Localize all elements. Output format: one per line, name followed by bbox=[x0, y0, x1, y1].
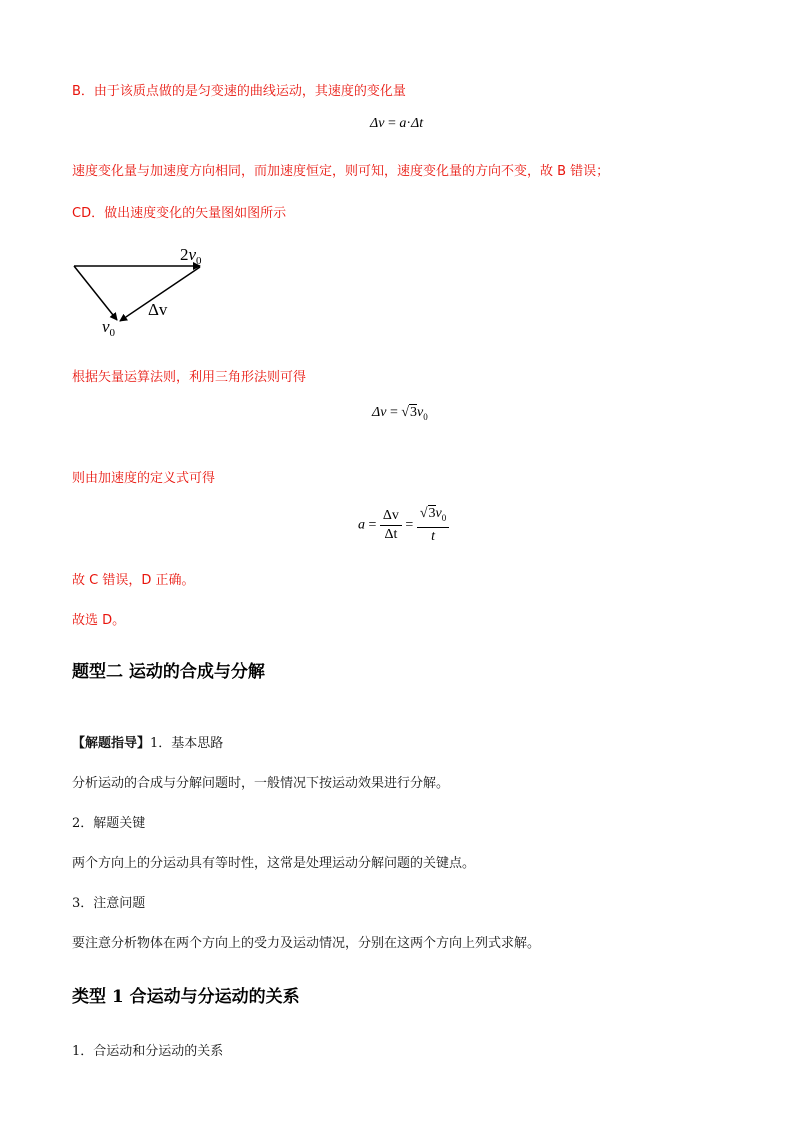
eq3-num1: Δv bbox=[380, 508, 402, 526]
guide-text1: 分析运动的合成与分解问题时，一般情况下按运动效果进行分解。 bbox=[72, 776, 450, 791]
eq3-num2: $√3v_0$ bbox=[417, 506, 449, 528]
section-heading-type1: 类型 1 合运动与分运动的关系 bbox=[72, 987, 300, 1007]
guide-label: 【解题指导】 bbox=[72, 736, 151, 751]
section-heading-type2: 题型二 运动的合成与分解 bbox=[72, 662, 265, 682]
accel-definition-line: 则由加速度的定义式可得 bbox=[72, 471, 216, 486]
guide-item1: 1．基本思路 bbox=[150, 736, 224, 751]
label-delta-v: Δv bbox=[148, 300, 168, 319]
velocity-change-vector-diagram bbox=[60, 240, 220, 340]
eq3-equals-1: = bbox=[368, 517, 377, 533]
option-b-statement: B．由于该质点做的是匀变速的曲线运动，其速度的变化量 bbox=[72, 84, 406, 99]
eq3-a: a bbox=[358, 517, 365, 533]
fraction-delta-v-over-delta-t bbox=[380, 508, 402, 543]
eq2-v: v bbox=[417, 405, 424, 420]
label-2v0: $2v_0$ bbox=[180, 245, 202, 267]
eq1-dt: Δt bbox=[411, 116, 424, 131]
label-v0: $v_0$ bbox=[102, 317, 116, 339]
eq1-dot: · bbox=[406, 116, 412, 131]
eq2-sub: 0 bbox=[423, 411, 428, 422]
eq3-den2: t bbox=[431, 528, 435, 544]
eq2-equals: = bbox=[389, 405, 398, 420]
answer-choice-line: 故选 D。 bbox=[72, 613, 126, 628]
equation-delta-v-sqrt3-v0: $\Delta v = √3v_0$ bbox=[372, 405, 428, 422]
eq3-den1: Δt bbox=[384, 526, 398, 542]
guide-item1-line bbox=[72, 732, 223, 751]
equation-delta-v-a-delta-t bbox=[370, 116, 423, 132]
vector-v0-arrow bbox=[74, 266, 117, 320]
vector-rule-line: 根据矢量运算法则，利用三角形法则可得 bbox=[72, 370, 307, 385]
guide-text3: 要注意分析物体在两个方向上的受力及运动情况，分别在这两个方向上列式求解。 bbox=[72, 936, 541, 951]
eq1-equals: = bbox=[387, 116, 396, 131]
guide-text2: 两个方向上的分运动具有等时性，这常是处理运动分解问题的关键点。 bbox=[72, 856, 476, 871]
eq1-a: a bbox=[399, 116, 407, 131]
option-b-conclusion: 速度变化量与加速度方向相同，而加速度恒定，则可知，速度变化量的方向不变，故 B 错误； bbox=[72, 164, 610, 179]
equation-acceleration bbox=[358, 506, 449, 545]
guide-item2: 2．解题关键 bbox=[72, 816, 146, 831]
fraction-sqrt3-v0-over-t bbox=[417, 506, 449, 545]
option-cd-statement: CD．做出速度变化的矢量图如图所示 bbox=[72, 206, 287, 221]
eq2-root: 3 bbox=[410, 405, 418, 420]
guide-item3: 3．注意问题 bbox=[72, 896, 146, 911]
type1-item1: 1．合运动和分运动的关系 bbox=[72, 1044, 224, 1059]
c-wrong-d-right-line: 故 C 错误，D 正确。 bbox=[72, 573, 195, 588]
eq2-lhs: Δv bbox=[372, 405, 387, 420]
eq3-equals-2: = bbox=[405, 517, 414, 533]
eq1-lhs: Δv bbox=[370, 116, 385, 131]
